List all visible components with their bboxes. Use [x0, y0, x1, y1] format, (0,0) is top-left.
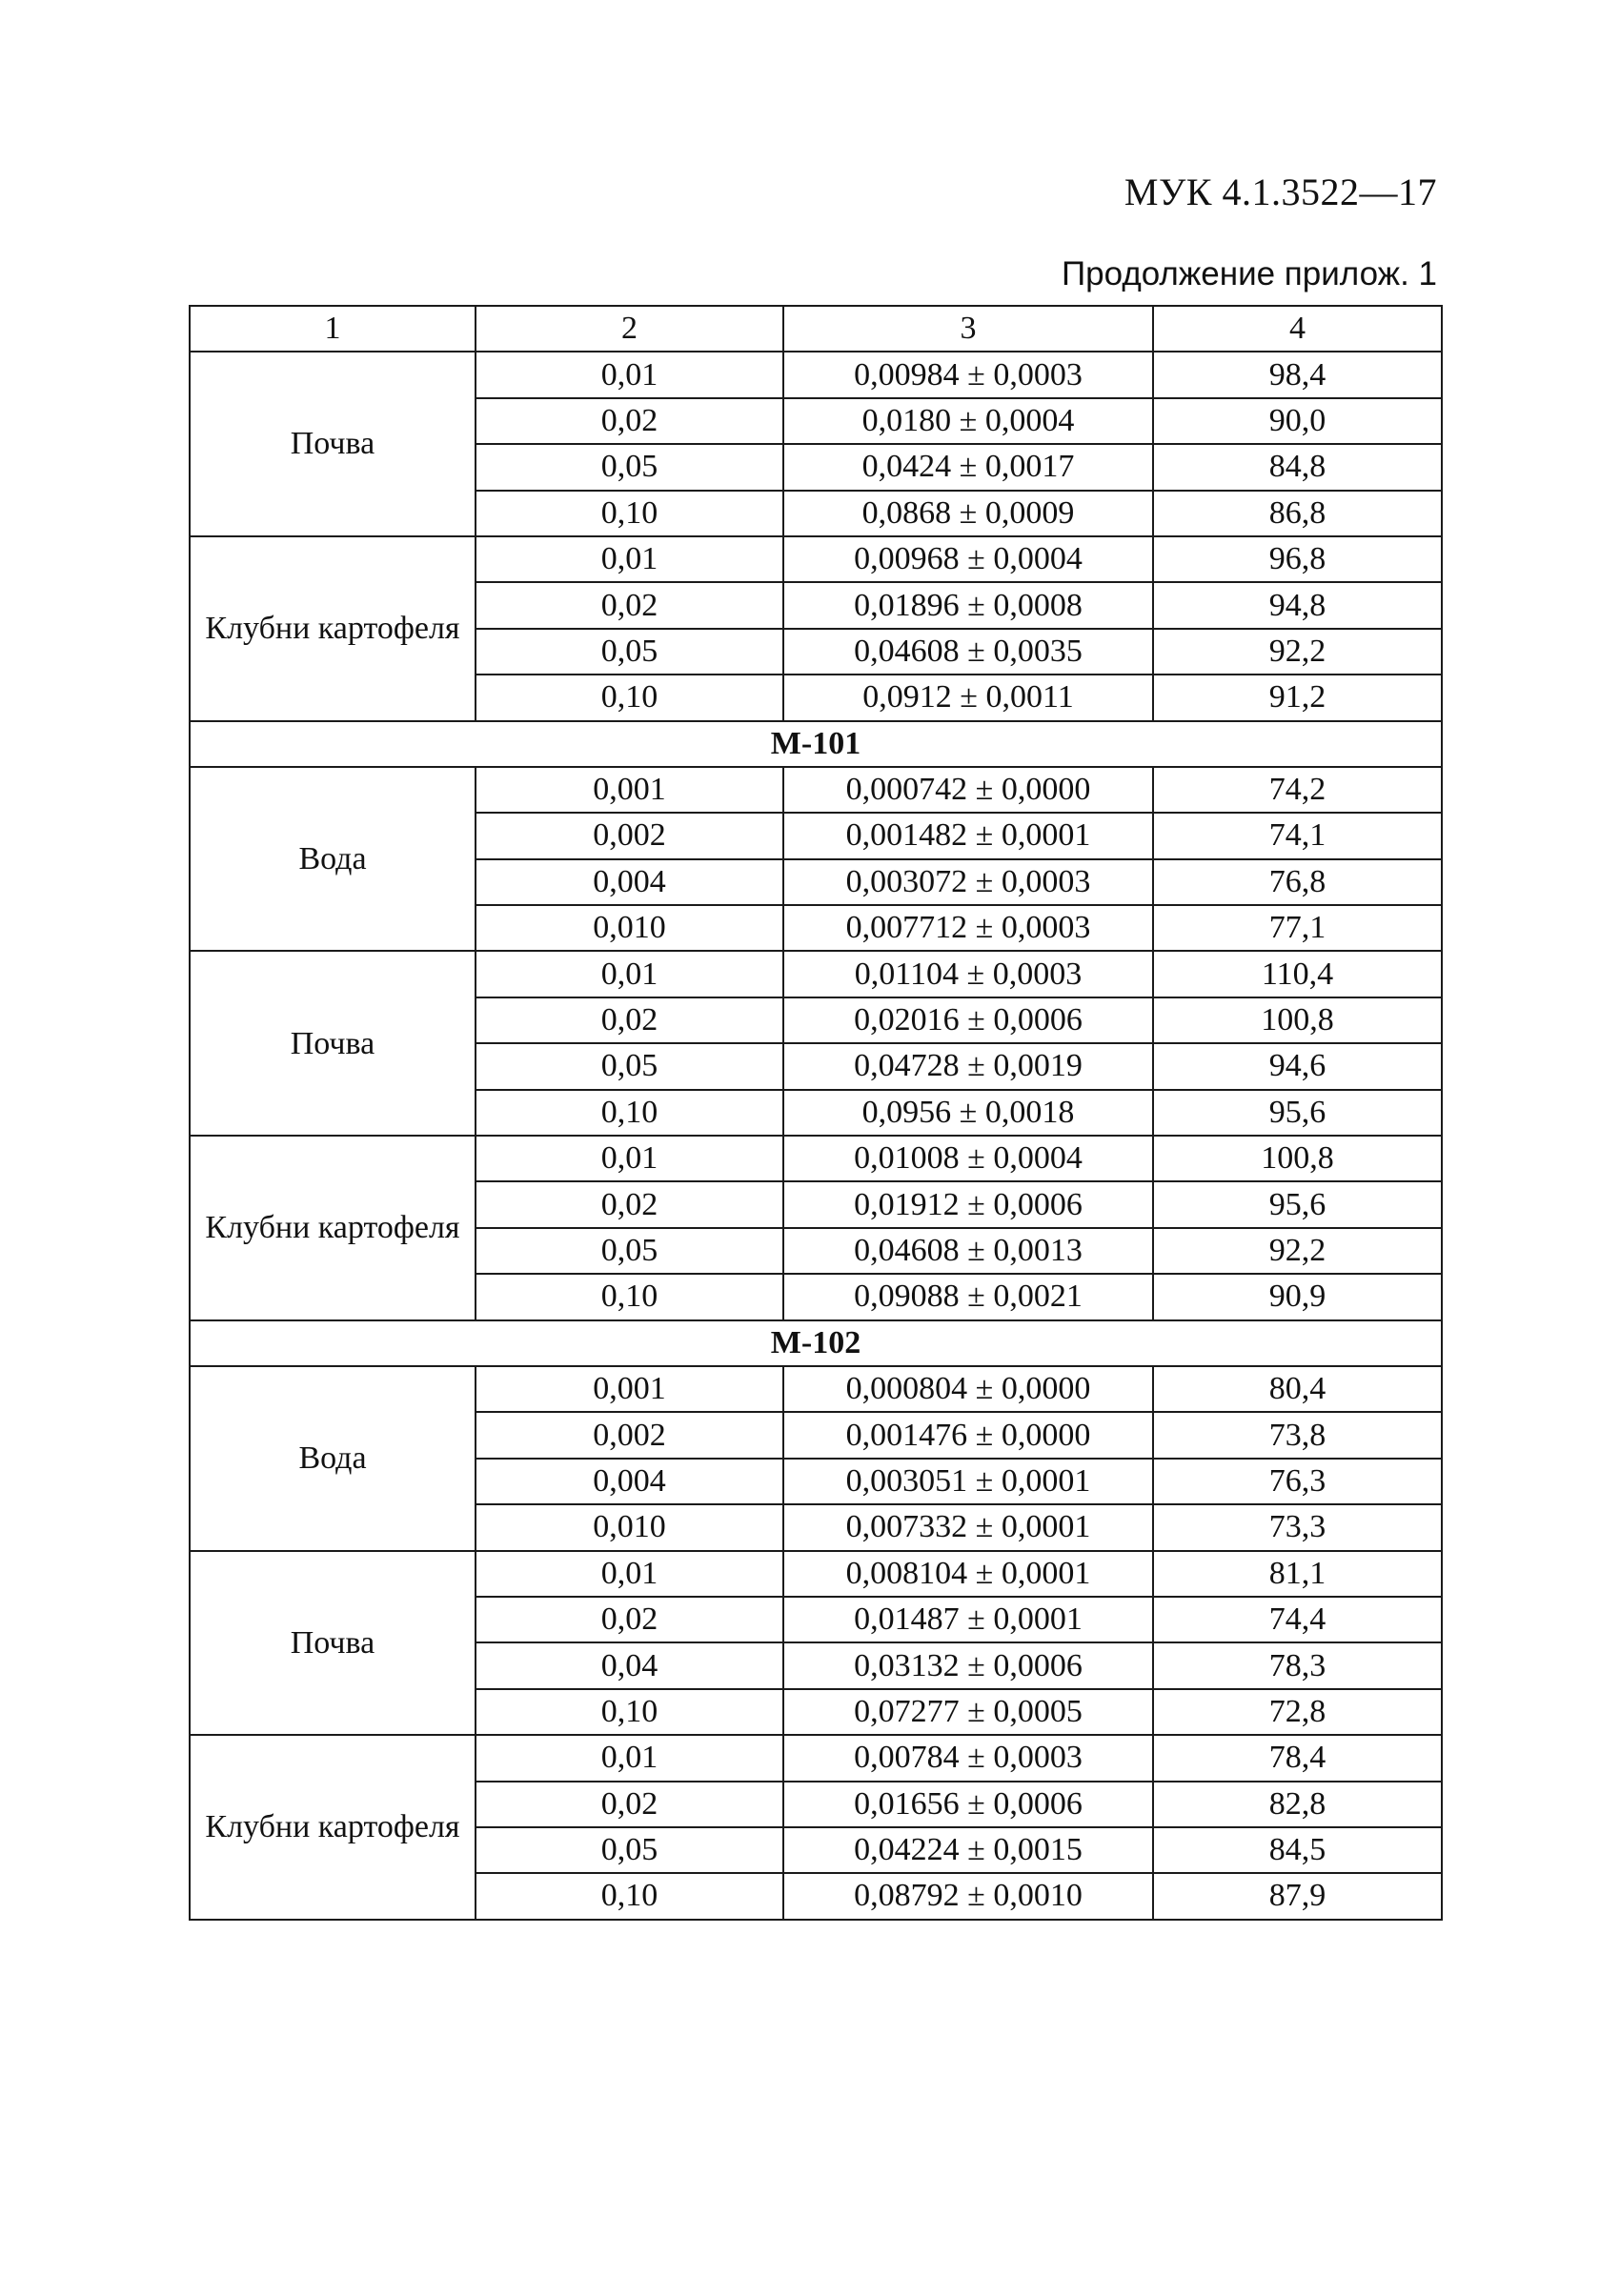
added-concentration-cell: 0,010 — [476, 905, 783, 951]
added-concentration-cell: 0,004 — [476, 859, 783, 905]
found-concentration-cell: 0,08792 ± 0,0010 — [783, 1873, 1153, 1919]
section-title: М-102 — [190, 1320, 1442, 1366]
added-concentration-cell: 0,10 — [476, 491, 783, 536]
added-concentration-cell: 0,004 — [476, 1459, 783, 1504]
added-concentration-cell: 0,001 — [476, 1366, 783, 1412]
added-concentration-cell: 0,01 — [476, 536, 783, 582]
found-concentration-cell: 0,00968 ± 0,0004 — [783, 536, 1153, 582]
added-concentration-cell: 0,02 — [476, 1181, 783, 1227]
column-number-4: 4 — [1153, 306, 1442, 352]
recovery-percent-cell: 73,8 — [1153, 1412, 1442, 1458]
table-row — [190, 1735, 1442, 1781]
recovery-percent-cell: 74,2 — [1153, 767, 1442, 813]
added-concentration-cell: 0,10 — [476, 675, 783, 720]
table-body — [190, 306, 1442, 1920]
recovery-percent-cell: 77,1 — [1153, 905, 1442, 951]
table-row — [190, 1136, 1442, 1181]
section-row — [190, 1320, 1442, 1366]
found-concentration-cell: 0,01104 ± 0,0003 — [783, 951, 1153, 997]
added-concentration-cell: 0,01 — [476, 1136, 783, 1181]
found-concentration-cell: 0,007712 ± 0,0003 — [783, 905, 1153, 951]
recovery-percent-cell: 84,5 — [1153, 1827, 1442, 1873]
table-row — [190, 1551, 1442, 1597]
column-number-row — [190, 306, 1442, 352]
matrix-name-cell: Почва — [190, 352, 476, 536]
recovery-percent-cell: 84,8 — [1153, 444, 1442, 490]
added-concentration-cell: 0,04 — [476, 1642, 783, 1688]
added-concentration-cell: 0,05 — [476, 444, 783, 490]
found-concentration-cell: 0,001476 ± 0,0000 — [783, 1412, 1153, 1458]
table-row — [190, 951, 1442, 997]
recovery-percent-cell: 86,8 — [1153, 491, 1442, 536]
found-concentration-cell: 0,0424 ± 0,0017 — [783, 444, 1153, 490]
matrix-name-cell: Клубни картофеля — [190, 1735, 476, 1920]
found-concentration-cell: 0,00984 ± 0,0003 — [783, 352, 1153, 397]
added-concentration-cell: 0,01 — [476, 1551, 783, 1597]
found-concentration-cell: 0,001482 ± 0,0001 — [783, 813, 1153, 858]
appendix-continuation-label: Продолжение прилож. 1 — [1062, 255, 1437, 292]
found-concentration-cell: 0,02016 ± 0,0006 — [783, 997, 1153, 1043]
recovery-percent-cell: 94,8 — [1153, 582, 1442, 628]
found-concentration-cell: 0,003072 ± 0,0003 — [783, 859, 1153, 905]
recovery-percent-cell: 96,8 — [1153, 536, 1442, 582]
column-number-1: 1 — [190, 306, 476, 352]
found-concentration-cell: 0,04224 ± 0,0015 — [783, 1827, 1153, 1873]
recovery-percent-cell: 90,0 — [1153, 398, 1442, 444]
recovery-percent-cell: 76,8 — [1153, 859, 1442, 905]
recovery-percent-cell: 78,4 — [1153, 1735, 1442, 1781]
added-concentration-cell: 0,010 — [476, 1504, 783, 1550]
table-row — [190, 1366, 1442, 1412]
added-concentration-cell: 0,10 — [476, 1274, 783, 1319]
table-row — [190, 536, 1442, 582]
added-concentration-cell: 0,05 — [476, 1043, 783, 1089]
recovery-data-table — [189, 305, 1443, 1921]
recovery-percent-cell: 72,8 — [1153, 1689, 1442, 1735]
added-concentration-cell: 0,02 — [476, 1782, 783, 1827]
found-concentration-cell: 0,01912 ± 0,0006 — [783, 1181, 1153, 1227]
matrix-name-cell: Клубни картофеля — [190, 536, 476, 721]
added-concentration-cell: 0,01 — [476, 352, 783, 397]
recovery-percent-cell: 87,9 — [1153, 1873, 1442, 1919]
recovery-percent-cell: 81,1 — [1153, 1551, 1442, 1597]
found-concentration-cell: 0,01008 ± 0,0004 — [783, 1136, 1153, 1181]
matrix-name-cell: Клубни картофеля — [190, 1136, 476, 1320]
recovery-percent-cell: 90,9 — [1153, 1274, 1442, 1319]
recovery-percent-cell: 74,1 — [1153, 813, 1442, 858]
matrix-name-cell: Почва — [190, 951, 476, 1136]
recovery-percent-cell: 76,3 — [1153, 1459, 1442, 1504]
added-concentration-cell: 0,002 — [476, 813, 783, 858]
found-concentration-cell: 0,04608 ± 0,0035 — [783, 629, 1153, 675]
added-concentration-cell: 0,02 — [476, 582, 783, 628]
found-concentration-cell: 0,01656 ± 0,0006 — [783, 1782, 1153, 1827]
found-concentration-cell: 0,00784 ± 0,0003 — [783, 1735, 1153, 1781]
matrix-name-cell: Вода — [190, 1366, 476, 1551]
found-concentration-cell: 0,007332 ± 0,0001 — [783, 1504, 1153, 1550]
recovery-percent-cell: 100,8 — [1153, 997, 1442, 1043]
recovery-percent-cell: 91,2 — [1153, 675, 1442, 720]
column-number-3: 3 — [783, 306, 1153, 352]
added-concentration-cell: 0,01 — [476, 1735, 783, 1781]
recovery-percent-cell: 92,2 — [1153, 1228, 1442, 1274]
recovery-percent-cell: 74,4 — [1153, 1597, 1442, 1642]
matrix-name-cell: Почва — [190, 1551, 476, 1736]
added-concentration-cell: 0,02 — [476, 997, 783, 1043]
found-concentration-cell: 0,000742 ± 0,0000 — [783, 767, 1153, 813]
found-concentration-cell: 0,04608 ± 0,0013 — [783, 1228, 1153, 1274]
found-concentration-cell: 0,01487 ± 0,0001 — [783, 1597, 1153, 1642]
recovery-percent-cell: 82,8 — [1153, 1782, 1442, 1827]
section-row — [190, 721, 1442, 767]
recovery-percent-cell: 92,2 — [1153, 629, 1442, 675]
table-row — [190, 767, 1442, 813]
added-concentration-cell: 0,05 — [476, 1827, 783, 1873]
recovery-percent-cell: 73,3 — [1153, 1504, 1442, 1550]
found-concentration-cell: 0,01896 ± 0,0008 — [783, 582, 1153, 628]
found-concentration-cell: 0,0180 ± 0,0004 — [783, 398, 1153, 444]
added-concentration-cell: 0,02 — [476, 398, 783, 444]
found-concentration-cell: 0,0912 ± 0,0011 — [783, 675, 1153, 720]
recovery-percent-cell: 80,4 — [1153, 1366, 1442, 1412]
added-concentration-cell: 0,10 — [476, 1689, 783, 1735]
added-concentration-cell: 0,10 — [476, 1090, 783, 1136]
added-concentration-cell: 0,05 — [476, 1228, 783, 1274]
added-concentration-cell: 0,002 — [476, 1412, 783, 1458]
found-concentration-cell: 0,003051 ± 0,0001 — [783, 1459, 1153, 1504]
recovery-percent-cell: 98,4 — [1153, 352, 1442, 397]
recovery-percent-cell: 94,6 — [1153, 1043, 1442, 1089]
document-code: МУК 4.1.3522—17 — [1124, 171, 1437, 213]
found-concentration-cell: 0,008104 ± 0,0001 — [783, 1551, 1153, 1597]
section-title: М-101 — [190, 721, 1442, 767]
found-concentration-cell: 0,03132 ± 0,0006 — [783, 1642, 1153, 1688]
found-concentration-cell: 0,07277 ± 0,0005 — [783, 1689, 1153, 1735]
recovery-percent-cell: 95,6 — [1153, 1090, 1442, 1136]
found-concentration-cell: 0,000804 ± 0,0000 — [783, 1366, 1153, 1412]
found-concentration-cell: 0,04728 ± 0,0019 — [783, 1043, 1153, 1089]
recovery-percent-cell: 110,4 — [1153, 951, 1442, 997]
added-concentration-cell: 0,01 — [476, 951, 783, 997]
found-concentration-cell: 0,09088 ± 0,0021 — [783, 1274, 1153, 1319]
added-concentration-cell: 0,001 — [476, 767, 783, 813]
added-concentration-cell: 0,02 — [476, 1597, 783, 1642]
found-concentration-cell: 0,0956 ± 0,0018 — [783, 1090, 1153, 1136]
table-row — [190, 352, 1442, 397]
recovery-percent-cell: 95,6 — [1153, 1181, 1442, 1227]
found-concentration-cell: 0,0868 ± 0,0009 — [783, 491, 1153, 536]
recovery-percent-cell: 100,8 — [1153, 1136, 1442, 1181]
added-concentration-cell: 0,10 — [476, 1873, 783, 1919]
column-number-2: 2 — [476, 306, 783, 352]
matrix-name-cell: Вода — [190, 767, 476, 952]
recovery-percent-cell: 78,3 — [1153, 1642, 1442, 1688]
added-concentration-cell: 0,05 — [476, 629, 783, 675]
